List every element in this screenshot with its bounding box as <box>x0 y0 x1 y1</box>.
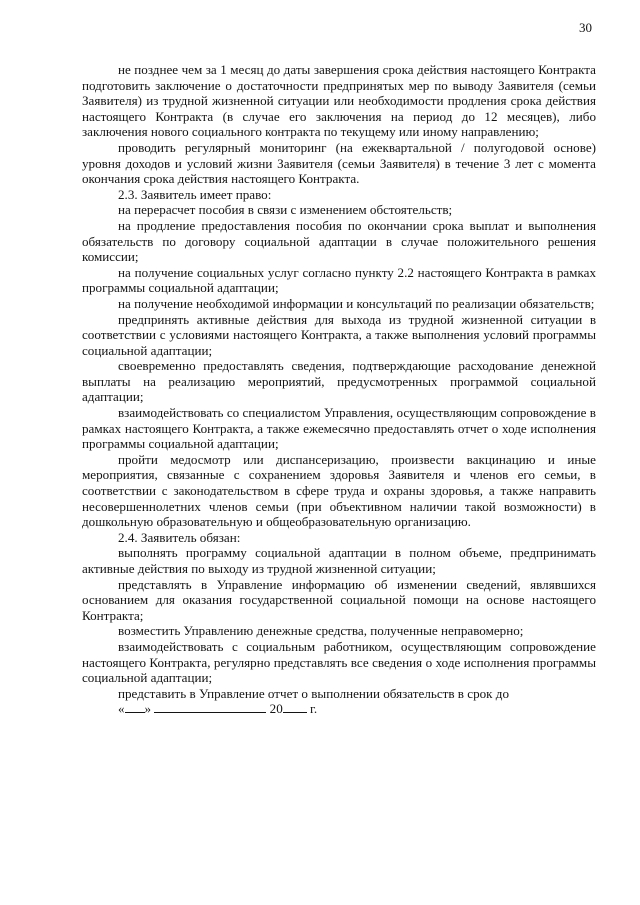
paragraph: на получение социальных услуг согласно пункту 2.2 настоящего Контракта в рамках программы социальной адаптации; <box>82 264 596 296</box>
paragraph: на получение необходимой информации и консультаций по реализации обязательств; <box>118 295 595 311</box>
year-suffix: г. <box>310 701 318 717</box>
paragraph: не позднее чем за 1 месяц до даты завершения срока действия настоящего Контракта подготовить заключение о достаточности предпринятых мер по выводу Заявителя (семьи Заявителя) из трудной жизненной ситуации или необходимости продления срока действия настоящего Контракта (в случае его заключения на период до 12 месяцев), либо заключения нового социального контракта по текущему или иному направлению; <box>82 62 596 140</box>
paragraph: взаимодействовать со специалистом Управления, осуществляющим сопровождение в рамках настоящего Контракта, а также ежемесячно предоставлять отчет о ходе исполнения программы социальной адаптации; <box>82 405 596 452</box>
paragraph: представить в Управление отчет о выполнении обязательств в срок до <box>118 685 510 701</box>
page-number: 30 <box>579 20 592 35</box>
paragraph: своевременно предоставлять сведения, подтверждающие расходование денежной выплаты на реализацию мероприятий, предусмотренных программой социальной адаптации; <box>82 358 596 405</box>
date-open-quote: « <box>118 701 125 717</box>
paragraph: пройти медосмотр или диспансеризацию, произвести вакцинацию и иные мероприятия, связанные с сохранением здоровья Заявителя и членов его семьи, в соответствии с законодательством в сфере труда и охраны здоровья, а также направить несовершеннолетних членов семьи (при объективном наличии такой возможности) в дошкольную образовательную и общеобразовательную организацию. <box>82 451 596 530</box>
section-heading: 2.4. Заявитель обязан: <box>118 529 241 545</box>
day-blank <box>125 701 145 713</box>
paragraph: возместить Управлению денежные средства, полученные неправомерно; <box>118 623 524 639</box>
date-close-quote: » <box>144 701 152 717</box>
paragraph: выполнять программу социальной адаптации в полном объеме, предпринимать активные действия по выходу из трудной жизненной ситуации; <box>82 545 596 576</box>
month-blank <box>154 701 266 713</box>
document-body <box>82 62 596 717</box>
paragraph: предпринять активные действия для выхода из трудной жизненной ситуации в соответствии с условиями настоящего Контракта, а также выполнения условий программы социальной адаптации; <box>82 311 596 358</box>
section-heading: 2.3. Заявитель имеет право: <box>118 186 272 202</box>
paragraph: проводить регулярный мониторинг (на ежеквартальной / полугодовой основе) уровня доходов и условий жизни Заявителя (семьи Заявителя) в течение 3 лет с момента окончания срока действия настоящего Контракта. <box>82 139 596 187</box>
year-prefix: 20 <box>269 701 283 717</box>
paragraph: взаимодействовать с социальным работником, осуществляющим сопровождение настоящего Контракта, регулярно представлять все сведения о ходе исполнения программы социальной адаптации; <box>82 638 596 686</box>
year-blank <box>283 701 307 713</box>
paragraph: на продление предоставления пособия по окончании срока выплат и выполнения обязательств по договору социальной адаптации в случае положительного решения комиссии; <box>82 217 596 265</box>
paragraph: представлять в Управление информацию об изменении сведений, являвшихся основанием для оказания государственной социальной помощи на основе настоящего Контракта; <box>82 576 596 623</box>
paragraph: на перерасчет пособия в связи с изменением обстоятельств; <box>118 202 453 218</box>
report-date-line <box>82 701 596 717</box>
